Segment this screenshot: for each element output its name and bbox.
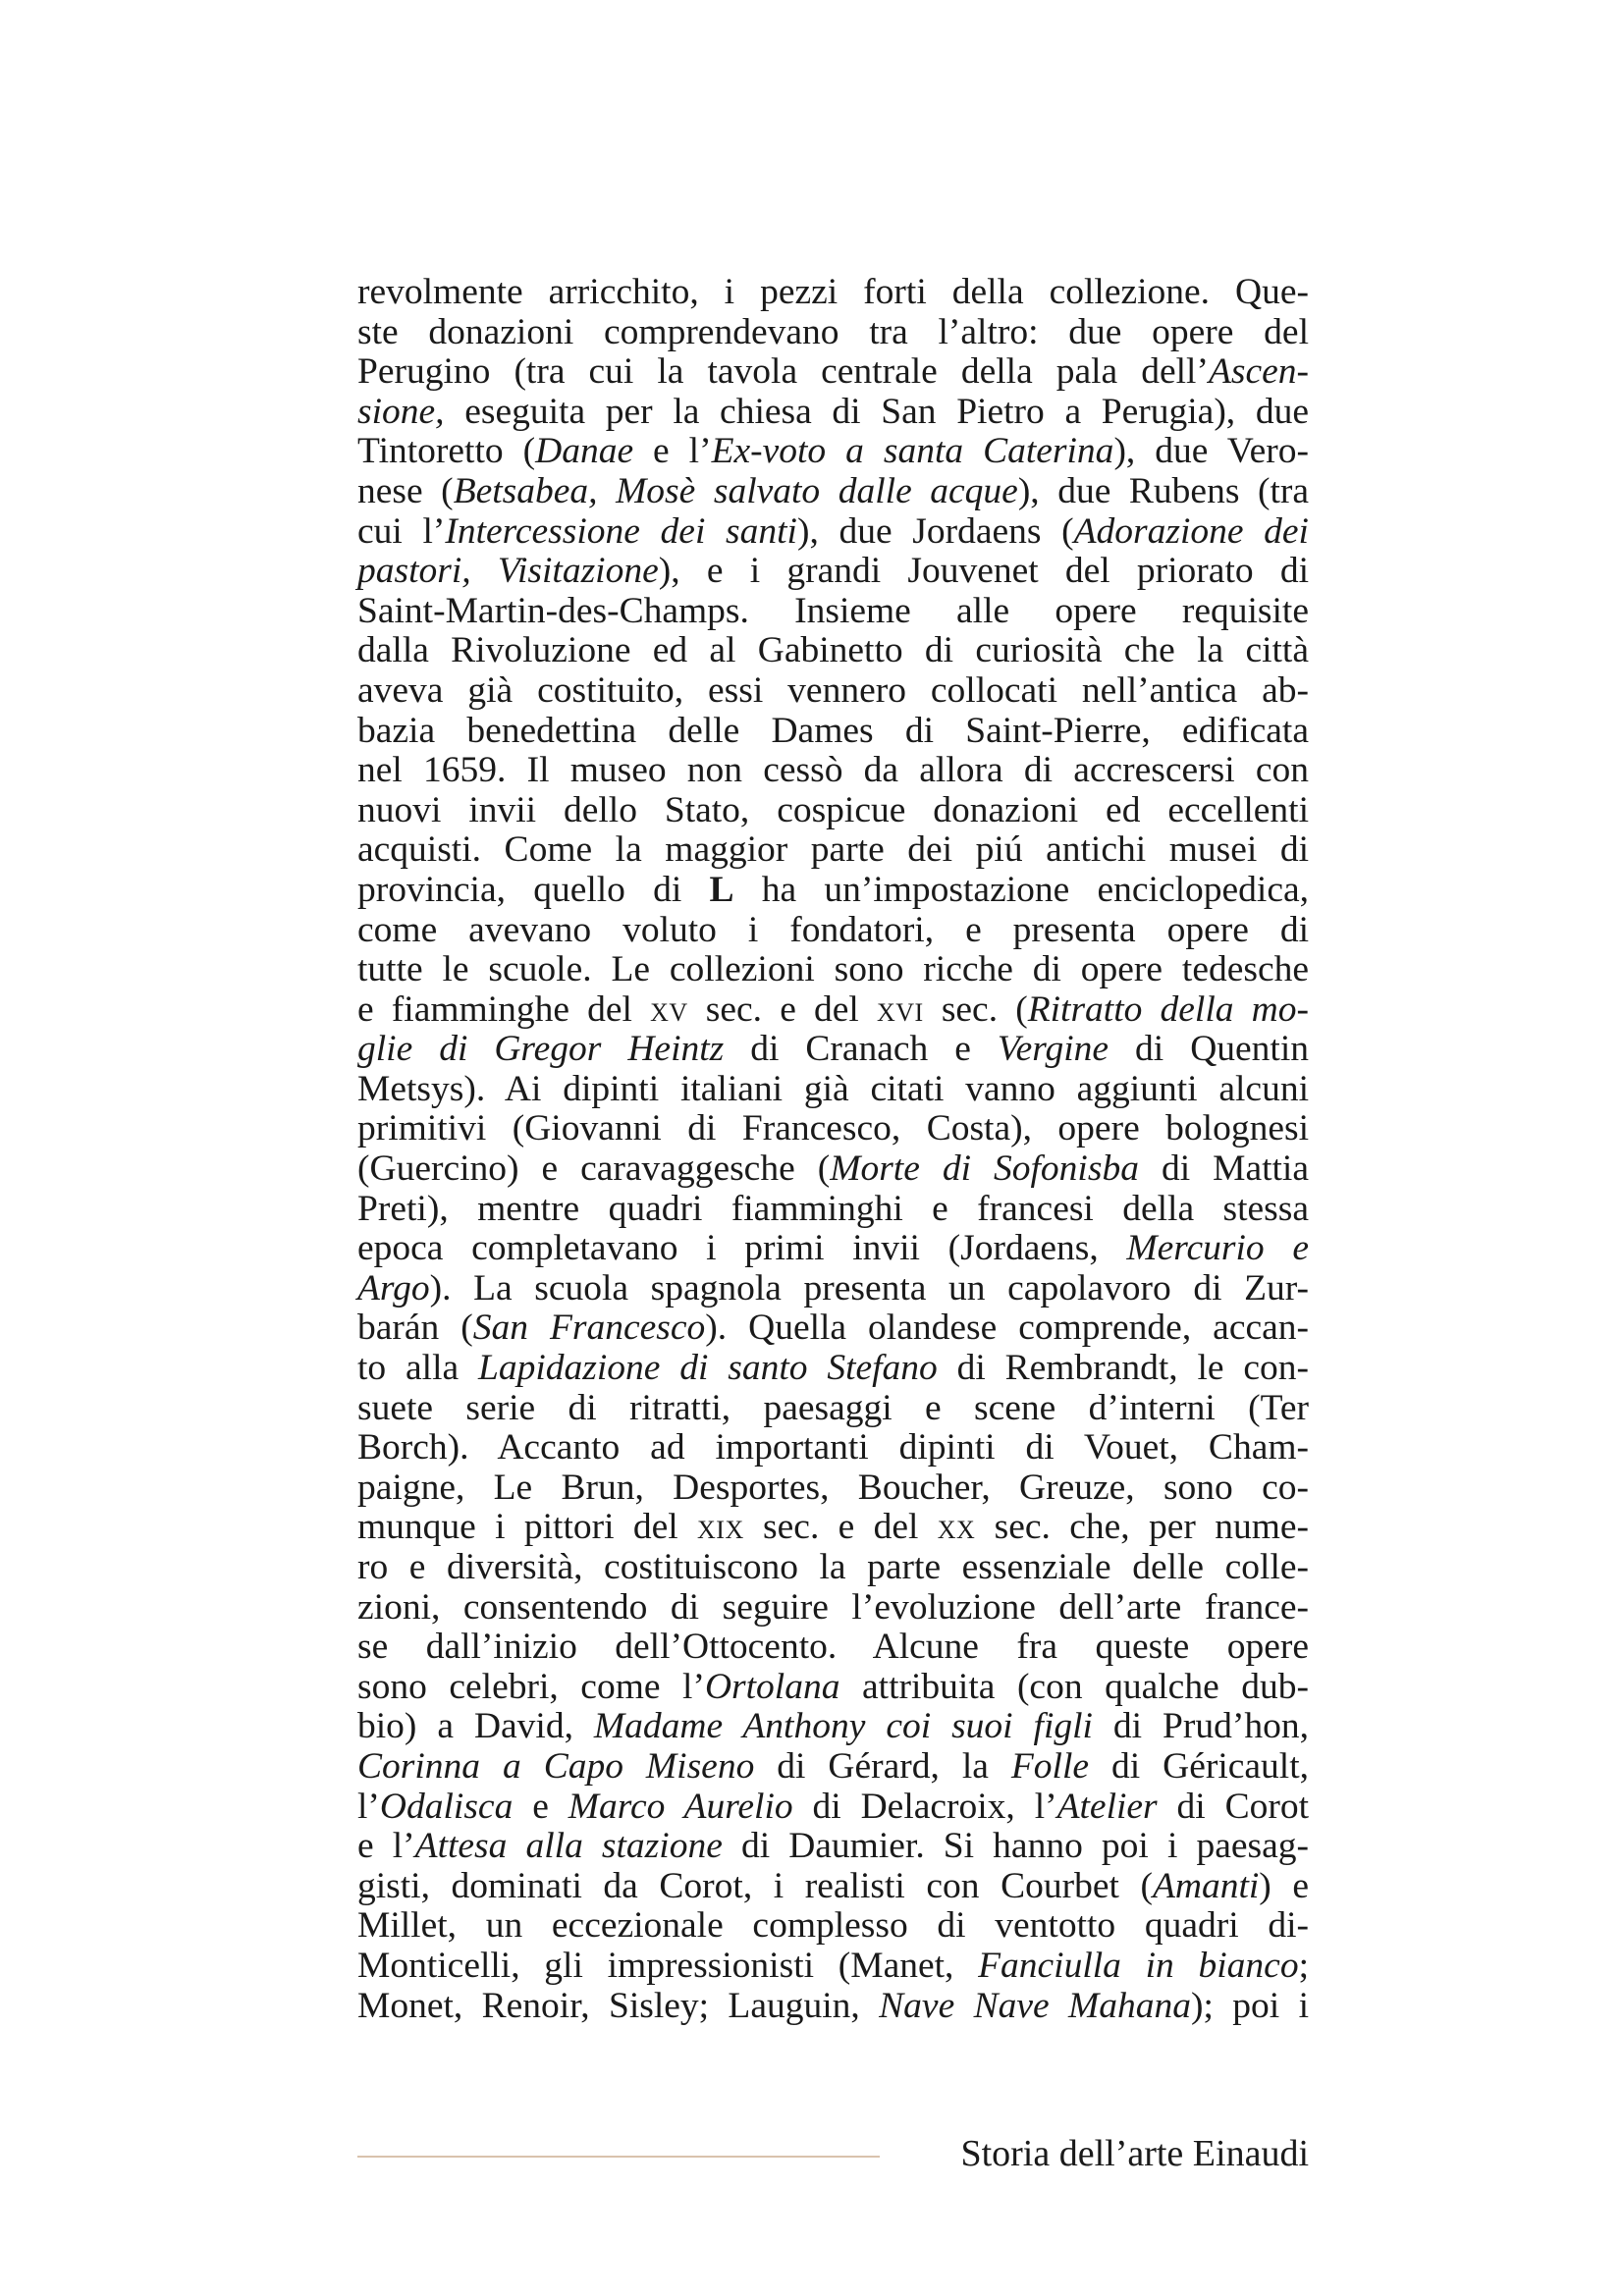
text-line: nuovi invii dello Stato, cospicue donazioni ed eccellenti (357, 789, 1309, 830)
text-line: Saint-Martin-des-Champs. Insieme alle opere requisite (357, 590, 1309, 631)
text-line: nel 1659. Il museo non cessò da allora di accrescersi con (357, 750, 1309, 791)
text-line: revolmente arricchito, i pezzi forti della collezione. Que- (357, 272, 1309, 312)
text-line: l’Odalisca e Marco Aurelio di Delacroix, l’Atelier di Corot (357, 1786, 1310, 1827)
text-line: aveva già costituito, essi vennero collocati nell’antica ab- (357, 669, 1309, 711)
text-line: dalla Rivoluzione ed al Gabinetto di curiosità che la città (357, 630, 1309, 671)
text-line: paigne, Le Brun, Desportes, Boucher, Greuze, sono co- (357, 1467, 1309, 1508)
text-line: nese (Betsabea, Mosè salvato dalle acque), due Rubens (tra (357, 470, 1310, 511)
text-line: bio) a David, Madame Anthony coi suoi figli di Prud’hon, (357, 1706, 1310, 1747)
text-line: come avevano voluto i fondatori, e presenta opere di (357, 909, 1309, 950)
text-line: munque i pittori del xix sec. e del xx sec. che, per nume- (357, 1507, 1309, 1548)
text-line: Millet, un eccezionale complesso di ventotto quadri di- (357, 1905, 1309, 1947)
text-line: suete serie di ritratti, paesaggi e scene d’interni (Ter (357, 1387, 1309, 1428)
text-line: tutte le scuole. Le collezioni sono ricche di opere tedesche (357, 949, 1309, 990)
footer-rule (357, 2156, 880, 2158)
text-line: e l’Attesa alla stazione di Daumier. Si hanno poi i paesag- (357, 1826, 1309, 1867)
text-line: Metsys). Ai dipinti italiani già citati vanno aggiunti alcuni (357, 1068, 1309, 1109)
text-line: primitivi (Giovanni di Francesco, Costa), opere bolognesi (357, 1108, 1309, 1149)
text-line: Corinna a Capo Miseno di Gérard, la Folle di Géricault, (357, 1745, 1310, 1787)
text-line: cui l’Intercessione dei santi), due Jordaens (Adorazione dei (357, 510, 1309, 552)
text-line: epoca completavano i primi invii (Jordaens, Mercurio e (357, 1228, 1309, 1269)
text-line: sione, eseguita per la chiesa di San Pietro a Perugia), due (357, 391, 1309, 432)
footer-title: Storia dell’arte Einaudi (960, 2133, 1309, 2174)
text-line: Monticelli, gli impressionisti (Manet, Fanciulla in bianco; (357, 1945, 1310, 1986)
text-line: ro e diversità, costituiscono la parte essenziale delle colle- (357, 1547, 1309, 1587)
text-line: (Guercino) e caravaggesche (Morte di Sofonisba di Mattia (357, 1148, 1309, 1190)
text-line: sono celebri, come l’Ortolana attribuita (con qualche dub- (357, 1666, 1309, 1707)
text-line: e fiamminghe del xv sec. e del xvi sec. (Ritratto della mo- (357, 988, 1309, 1030)
text-line: zioni, consentendo di seguire l’evoluzione dell’arte france- (357, 1586, 1309, 1628)
text-line: Monet, Renoir, Sisley; Lauguin, Nave Nave Mahana); poi i (357, 1985, 1309, 2026)
text-line: Argo). La scuola spagnola presenta un capolavoro di Zur- (357, 1267, 1309, 1308)
text-line: se dall’inizio dell’Ottocento. Alcune fra queste opere (357, 1627, 1309, 1668)
text-line: gisti, dominati da Corot, i realisti con Courbet (Amanti) e (357, 1865, 1310, 1906)
text-line: ste donazioni comprendevano tra l’altro: due opere del (357, 311, 1309, 352)
body-text (357, 273, 1309, 2026)
text-line: glie di Gregor Heintz di Cranach e Vergine di Quentin (357, 1029, 1310, 1070)
text-line: Tintoretto (Danae e l’Ex-voto a santa Caterina), due Vero- (357, 431, 1309, 472)
text-line: to alla Lapidazione di santo Stefano di Rembrandt, le con- (357, 1348, 1310, 1389)
text-line: Preti), mentre quadri fiamminghi e francesi della stessa (357, 1188, 1309, 1229)
text-line: Borch). Accanto ad importanti dipinti di Vouet, Cham- (357, 1427, 1309, 1468)
text-line: Perugino (tra cui la tavola centrale della pala dell’Ascen- (357, 351, 1309, 393)
text-line: barán (San Francesco). Quella olandese comprende, accan- (357, 1308, 1309, 1349)
text-line: bazia benedettina delle Dames di Saint-Pierre, edificata (357, 710, 1309, 751)
text-line: acquisti. Come la maggior parte dei piú antichi musei di (357, 829, 1309, 871)
text-line: pastori, Visitazione), e i grandi Jouvenet del priorato di (357, 551, 1309, 592)
text-line: provincia, quello di L ha un’impostazione enciclopedica, (357, 869, 1309, 910)
